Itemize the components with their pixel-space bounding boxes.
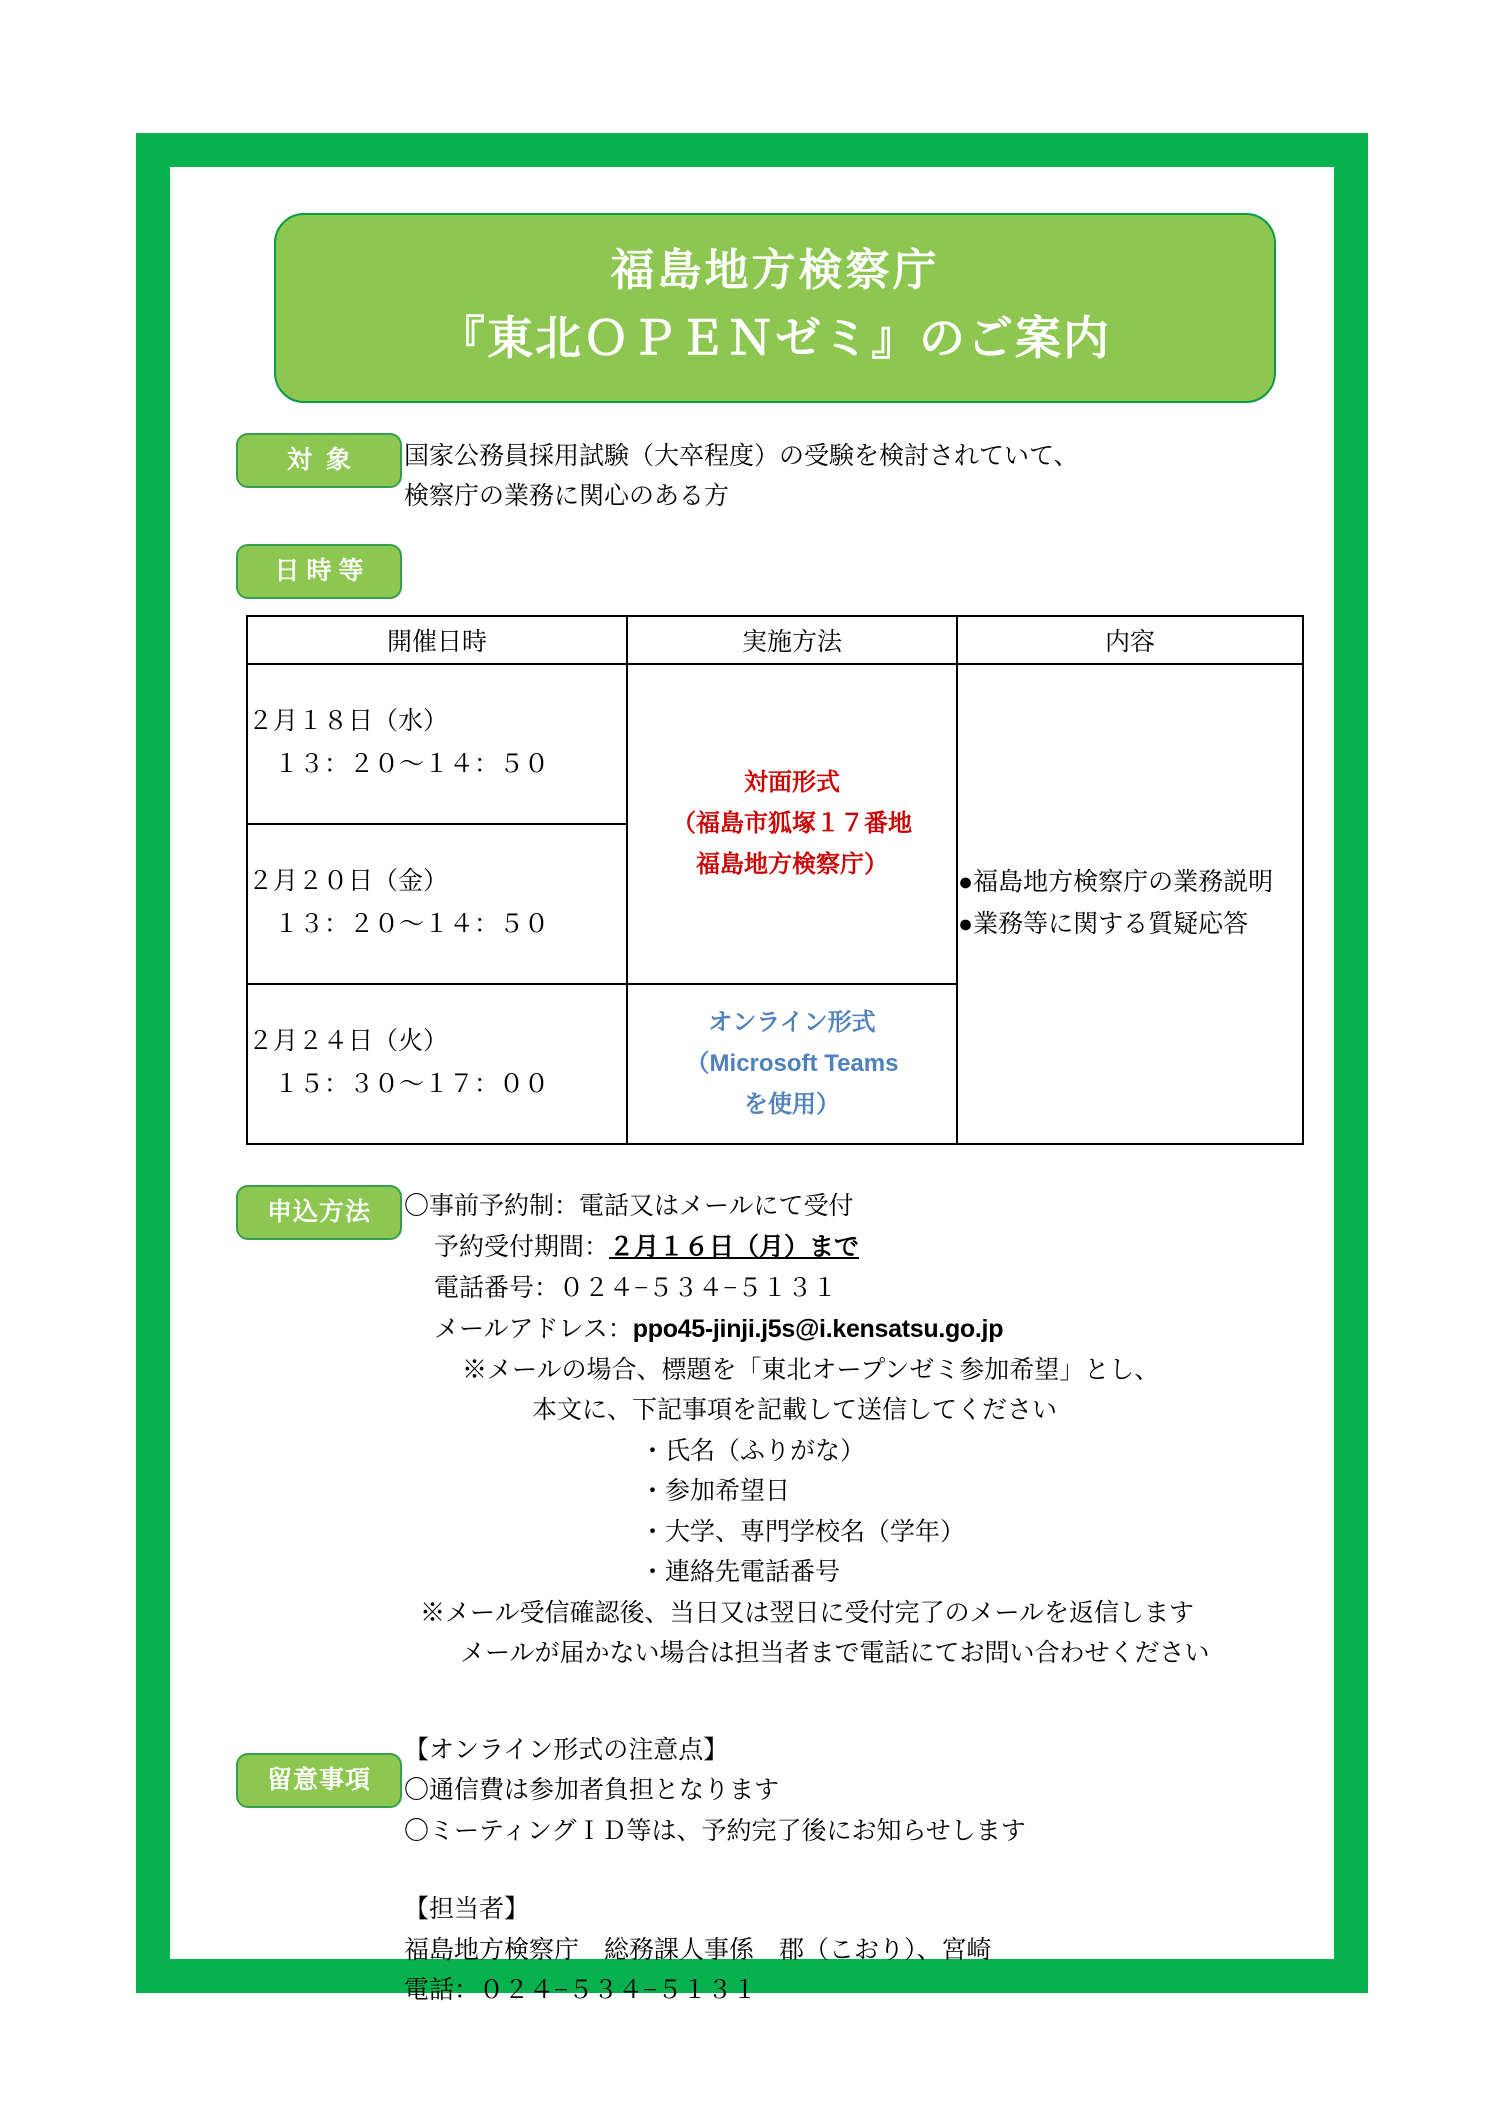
contact-organization: 福島地方検察庁 総務課人事係 郡（こおり）、宮崎 [404, 1936, 992, 1964]
notes-label-cell [204, 1731, 404, 1808]
apply-email [404, 1309, 1300, 1351]
inperson-line-2: （福島市狐塚１７番地 [672, 810, 912, 838]
cell-method-inperson [627, 664, 957, 984]
table-row [247, 664, 1303, 824]
contact-heading: 【担当者】 [404, 1896, 530, 1924]
target-line-2: 検察庁の業務に関心のある方 [404, 483, 730, 511]
label-apply: 申込方法 [236, 1185, 402, 1240]
inperson-line-1: 対面形式 [744, 768, 840, 796]
apply-note2-line-2: メールが届かない場合は担当者まで電話にてお問い合わせください [460, 1640, 1210, 1668]
apply-label-cell [204, 1185, 404, 1240]
apply-tel-value: ０２４−５３４−５１３１ [559, 1274, 838, 1302]
cell-method-online [627, 984, 957, 1144]
cell-content [957, 664, 1303, 1144]
date-3: ２月２４日（火） [248, 1028, 449, 1056]
apply-note1-line-2: 本文に、下記事項を記載して送信してください [532, 1397, 1058, 1425]
label-schedule: 日時等 [236, 544, 402, 599]
label-notes: 留意事項 [236, 1753, 402, 1808]
target-label-cell [204, 433, 404, 488]
cell-when-3 [247, 984, 627, 1144]
list-item: ・参加希望日 [640, 1478, 791, 1506]
title-line-1: 福島地方検察庁 [610, 246, 940, 295]
header-what: 内容 [957, 616, 1303, 664]
header-how: 実施方法 [627, 616, 957, 664]
time-1: １３：２０〜１４：５０ [274, 750, 550, 778]
notes-online-heading: 【オンライン形式の注意点】 [404, 1736, 729, 1764]
online-line-2: （Microsoft Teams [685, 1050, 899, 1078]
apply-period-deadline: ２月１６日（月）まで [609, 1233, 860, 1262]
label-target: 対象 [236, 433, 402, 488]
schedule-table [246, 615, 1304, 1145]
title-banner [274, 213, 1276, 403]
notes-body [404, 1731, 1300, 2012]
apply-period [404, 1227, 1300, 1269]
poster-frame [136, 133, 1368, 2005]
poster-content [170, 167, 1334, 2005]
apply-mail-prefix: メールアドレス： [434, 1316, 633, 1344]
apply-note2-line-1: ※メール受信確認後、当日又は翌日に受付完了のメールを返信します [420, 1599, 1195, 1627]
cell-when-1 [247, 664, 627, 824]
list-item: ・連絡先電話番号 [640, 1559, 841, 1587]
schedule-label-row [204, 544, 1300, 599]
online-line-1: オンライン形式 [708, 1008, 876, 1036]
bottom-spacer [204, 2012, 1300, 2052]
cell-when-2 [247, 824, 627, 984]
target-line-1: 国家公務員採用試験（大卒程度）の受験を検討されていて、 [404, 442, 1079, 470]
inperson-line-3: 福島地方検察庁） [696, 851, 888, 879]
title-line-2: 『東北ＯＰＥＮゼミ』のご案内 [439, 312, 1111, 365]
apply-note1-line-1: ※メールの場合、標題を「東北オープンゼミ参加希望」とし、 [462, 1356, 1160, 1384]
apply-mail-value: ppo45-jinji.j5s@i.kensatsu.go.jp [632, 1315, 1004, 1344]
section-target [204, 433, 1300, 518]
target-body [404, 433, 1300, 518]
apply-tel-prefix: 電話番号： [434, 1274, 560, 1302]
header-when: 開催日時 [247, 616, 627, 664]
list-item: ・大学、専門学校名（学年） [640, 1518, 966, 1546]
apply-period-prefix: 予約受付期間： [434, 1234, 610, 1262]
date-1: ２月１８日（水） [248, 708, 449, 736]
date-2: ２月２０日（金） [248, 868, 449, 896]
table-header-row [247, 616, 1303, 664]
apply-telephone [404, 1269, 1300, 1310]
content-line-2: ●業務等に関する質疑応答 [958, 910, 1249, 938]
contact-telephone: 電話：０２４−５３４−５１３１ [404, 1977, 758, 2005]
section-apply [204, 1185, 1300, 1675]
apply-body [404, 1185, 1300, 1675]
content-line-1: ●福島地方検察庁の業務説明 [958, 869, 1274, 897]
section-notes [204, 1731, 1300, 2012]
online-line-3: を使用） [744, 1091, 840, 1119]
notes-online-item-2: 〇ミーティングＩＤ等は、予約完了後にお知らせします [404, 1817, 1026, 1845]
time-2: １３：２０〜１４：５０ [274, 910, 550, 938]
notes-online-item-1: 〇通信費は参加者負担となります [404, 1777, 780, 1805]
schedule-label-cell [204, 544, 404, 599]
apply-reservation: 〇事前予約制：電話又はメールにて受付 [404, 1192, 854, 1220]
notes-spacer [404, 1852, 1300, 1890]
list-item: ・氏名（ふりがな） [640, 1437, 866, 1465]
time-3: １５：３０〜１７：００ [274, 1070, 550, 1098]
section-schedule [204, 544, 1300, 1145]
